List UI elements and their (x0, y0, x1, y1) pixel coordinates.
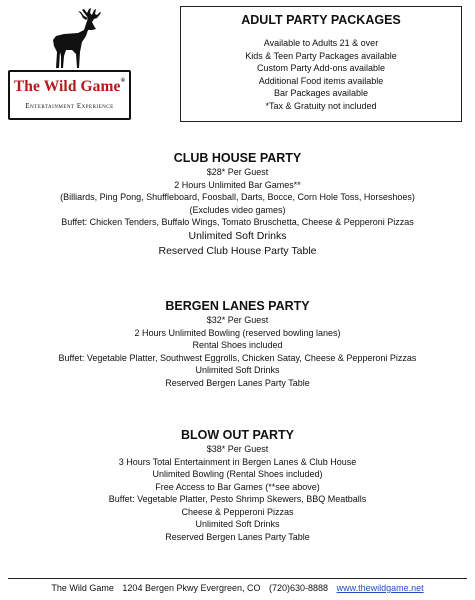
buffet-line: Buffet: Vegetable Platter, Southwest Eggrolls, Chicken Satay, Cheese & Pepperoni Pizzas (58, 352, 417, 363)
detail-line: Unlimited Soft Drinks (188, 229, 287, 242)
buffet-line: Buffet: Vegetable Platter, Pesto Shrimp Skewers, BBQ Meatballs (108, 494, 367, 504)
price-line: $28* Per Guest (206, 167, 269, 177)
footer (0, 583, 475, 593)
packages-line: Additional Food items available (258, 75, 384, 86)
packages-line: Kids & Teen Party Packages available (245, 50, 397, 61)
price-line: $32* Per Guest (206, 315, 269, 325)
section-title: CLUB HOUSE PARTY (173, 151, 302, 165)
price-line: $38* Per Guest (206, 444, 269, 454)
detail-line: Reserved Bergen Lanes Party Table (165, 377, 310, 388)
detail-line: Cheese & Pepperoni Pizzas (181, 506, 294, 517)
detail-line: Unlimited Soft Drinks (195, 519, 280, 529)
section-title: BLOW OUT PARTY (181, 428, 294, 442)
detail-line: (Excludes video games) (189, 204, 286, 215)
club-house-party-section (0, 150, 475, 260)
detail-line: Reserved Club House Party Table (158, 245, 317, 257)
packages-line: *Tax & Gratuity not included (265, 100, 377, 111)
detail-line: 3 Hours Total Entertainment in Bergen Lanes & Club House (118, 456, 357, 467)
registered-mark: ® (120, 78, 126, 84)
packages-line: Custom Party Add-ons available (256, 63, 386, 74)
website-link[interactable]: www.thewildgame.net (336, 583, 424, 593)
detail-line: (Billiards, Ping Pong, Shuffleboard, Foosball, Darts, Bocce, Corn Hole Toss, Horseshoes) (60, 192, 415, 202)
footer-name: The Wild Game (51, 583, 114, 593)
packages-line: Bar Packages available (273, 88, 369, 99)
blow-out-party-section (0, 427, 475, 543)
footer-divider (8, 578, 467, 579)
detail-line: Unlimited Soft Drinks (195, 365, 280, 375)
footer-phone: (720)630-8888 (269, 583, 329, 593)
logo-name (10, 78, 129, 96)
section-title: BERGEN LANES PARTY (165, 299, 310, 313)
detail-line: Rental Shoes included (192, 340, 283, 350)
logo-name-text: The Wild Game (13, 78, 121, 95)
detail-line: Reserved Bergen Lanes Party Table (165, 531, 310, 542)
adult-packages-box (180, 6, 462, 122)
detail-line: 2 Hours Unlimited Bar Games** (174, 179, 301, 190)
packages-line: Available to Adults 21 & over (263, 38, 379, 48)
logo-tagline: Entertainment Experience (25, 102, 114, 110)
detail-line: Unlimited Bowling (Rental Shoes included) (152, 469, 323, 479)
detail-line: 2 Hours Unlimited Bowling (reserved bowling lanes) (134, 327, 341, 338)
detail-line: Free Access to Bar Games (**see above) (155, 481, 320, 492)
elk-icon (26, 6, 106, 72)
footer-address: 1204 Bergen Pkwy Evergreen, CO (122, 583, 261, 593)
buffet-line: Buffet: Chicken Tenders, Buffalo Wings, Tomato Bruschetta, Cheese & Pepperoni Pizzas (61, 217, 414, 227)
bergen-lanes-party-section (0, 298, 475, 389)
packages-title: ADULT PARTY PACKAGES (241, 13, 401, 27)
logo-badge (8, 70, 131, 120)
logo (8, 6, 133, 124)
